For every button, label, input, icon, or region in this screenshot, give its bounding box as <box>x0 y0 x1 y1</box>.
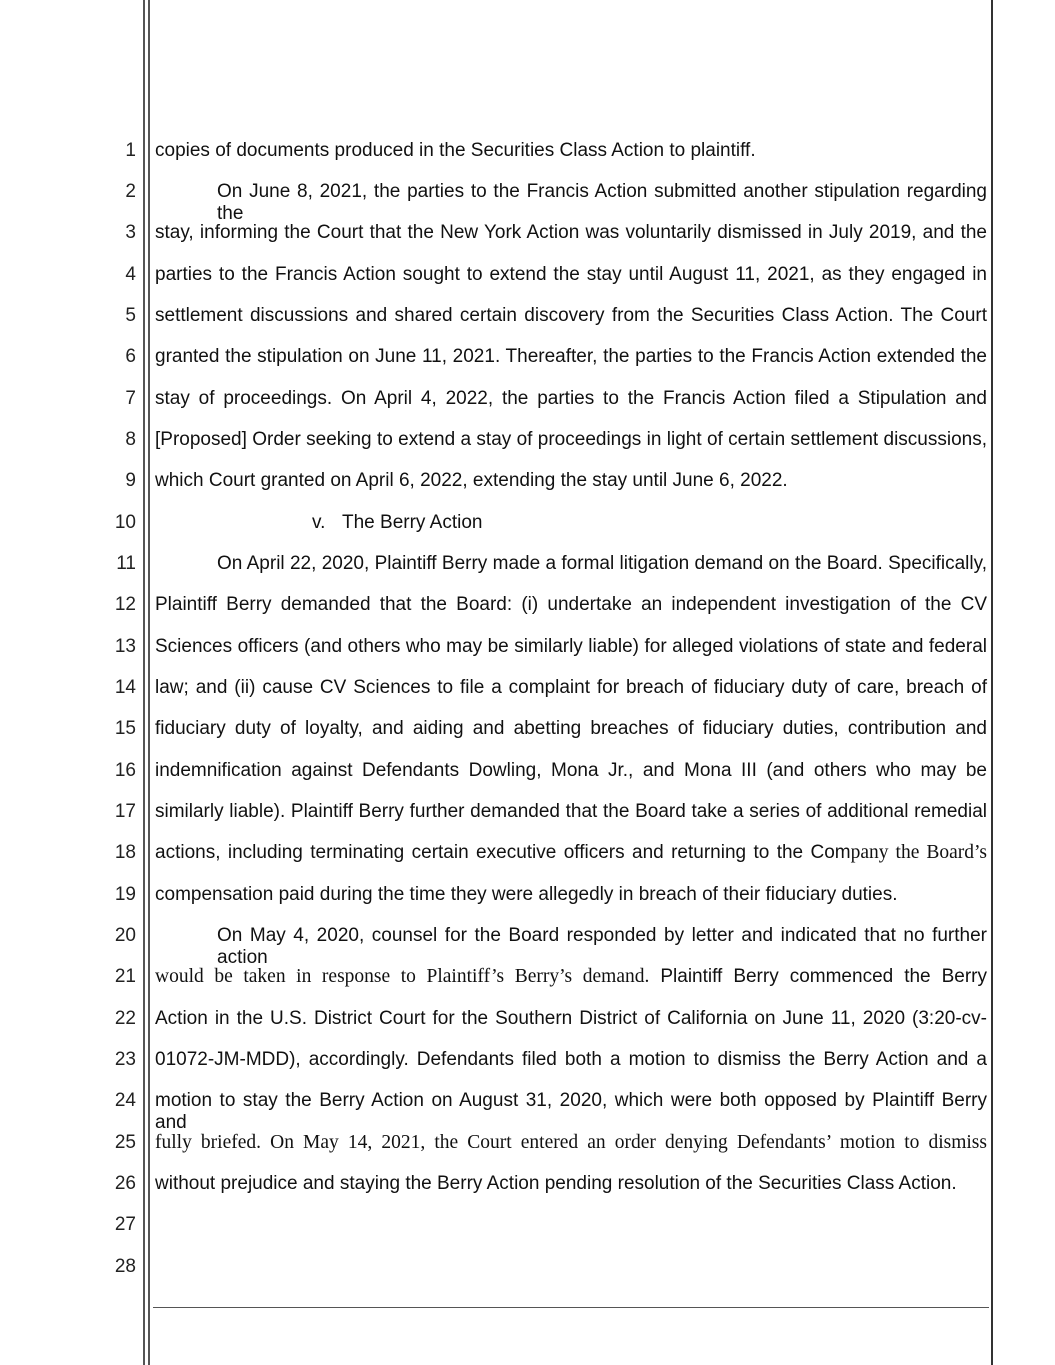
body-line: stay of proceedings. On April 4, 2022, the parties to the Francis Action filed a Stipulation and <box>155 388 987 409</box>
body-line-mixed <box>155 842 987 864</box>
body-line: Sciences officers (and others who may be similarly liable) for alleged violations of state and federal <box>155 636 987 657</box>
line-number: 7 <box>125 388 136 409</box>
body-line: parties to the Francis Action sought to extend the stay until August 11, 2021, as they engaged in <box>155 264 987 285</box>
line-number: 23 <box>114 1049 136 1070</box>
body-line: stay, informing the Court that the New York Action was voluntarily dismissed in July 2019, and the <box>155 222 987 243</box>
line-number: 21 <box>114 966 136 987</box>
line-number: 20 <box>114 925 136 946</box>
line-number: 14 <box>114 677 136 698</box>
body-line: On April 22, 2020, Plaintiff Berry made a formal litigation demand on the Board. Specifically, <box>217 553 987 574</box>
body-line: without prejudice and staying the Berry Action pending resolution of the Securities Class Action. <box>155 1173 957 1194</box>
left-margin-rule-inner <box>148 0 150 1365</box>
line-number: 13 <box>114 636 136 657</box>
body-line: motion to stay the Berry Action on August 31, 2020, which were both opposed by Plaintiff Berry and <box>155 1090 987 1133</box>
body-line: copies of documents produced in the Securities Class Action to plaintiff. <box>155 140 756 161</box>
body-line: fully briefed. On May 14, 2021, the Court entered an order denying Defendants’ motion to dismiss <box>155 1132 987 1153</box>
line-number: 5 <box>125 305 136 326</box>
body-line: indemnification against Defendants Dowling, Mona Jr., and Mona III (and others who may be <box>155 760 987 781</box>
line-number: 1 <box>125 140 136 161</box>
line-number: 11 <box>116 553 136 574</box>
body-line: which Court granted on April 6, 2022, extending the stay until June 6, 2022. <box>155 470 788 491</box>
body-line: law; and (ii) cause CV Sciences to file a complaint for breach of fiduciary duty of care, breach of <box>155 677 987 698</box>
body-line-mixed <box>155 966 987 988</box>
line-number: 24 <box>114 1090 136 1111</box>
line-number: 10 <box>114 512 136 533</box>
line-number: 19 <box>114 884 136 905</box>
line-number: 4 <box>125 264 136 285</box>
body-line: granted the stipulation on June 11, 2021. Thereafter, the parties to the Francis Action extended the <box>155 346 987 367</box>
line-number: 28 <box>114 1256 136 1277</box>
body-line: Action in the U.S. District Court for the Southern District of California on June 11, 2020 (3:20-cv- <box>155 1008 987 1029</box>
body-line: settlement discussions and shared certain discovery from the Securities Class Action. The Court <box>155 305 987 326</box>
right-margin-rule <box>991 0 993 1365</box>
line-number: 17 <box>114 801 136 822</box>
body-line-serif-part: pany the Board’s <box>850 842 988 863</box>
line-number: 27 <box>114 1214 136 1235</box>
section-heading-title: The Berry Action <box>342 512 483 533</box>
body-line: On May 4, 2020, counsel for the Board responded by letter and indicated that no further action <box>217 925 987 968</box>
body-line: fiduciary duty of loyalty, and aiding and abetting breaches of fiduciary duties, contribution and <box>155 718 987 739</box>
line-number: 3 <box>125 222 136 243</box>
body-line: 01072-JM-MDD), accordingly. Defendants filed both a motion to dismiss the Berry Action and a <box>155 1049 987 1070</box>
body-line: On June 8, 2021, the parties to the Francis Action submitted another stipulation regarding the <box>217 181 987 224</box>
line-number: 22 <box>114 1008 136 1029</box>
line-number: 26 <box>114 1173 136 1194</box>
body-line-sans-part: Plaintiff Berry commenced the Berry <box>649 966 987 987</box>
line-number: 18 <box>114 842 136 863</box>
line-number: 25 <box>114 1132 136 1153</box>
body-line-serif-part: would be taken in response to Plaintiff’s Berry’s demand. <box>155 966 650 987</box>
line-number: 8 <box>125 429 136 450</box>
left-margin-rule-outer <box>143 0 145 1365</box>
section-heading <box>312 512 482 534</box>
body-line-sans-part: actions, including terminating certain executive officers and returning to the Com <box>155 842 851 863</box>
line-number: 15 <box>114 718 136 739</box>
line-number: 6 <box>125 346 136 367</box>
line-number: 9 <box>125 470 136 491</box>
body-line: similarly liable). Plaintiff Berry further demanded that the Board take a series of additional remedial <box>155 801 987 822</box>
line-number: 12 <box>114 594 136 615</box>
section-heading-number: v. <box>312 512 326 533</box>
body-line: compensation paid during the time they were allegedly in breach of their fiduciary duties. <box>155 884 898 905</box>
body-line: [Proposed] Order seeking to extend a stay of proceedings in light of certain settlement discussions, <box>155 429 987 450</box>
footer-rule <box>153 1307 989 1308</box>
body-line: Plaintiff Berry demanded that the Board: (i) undertake an independent investigation of the CV <box>155 594 987 615</box>
line-number: 16 <box>114 760 136 781</box>
line-number: 2 <box>125 181 136 202</box>
